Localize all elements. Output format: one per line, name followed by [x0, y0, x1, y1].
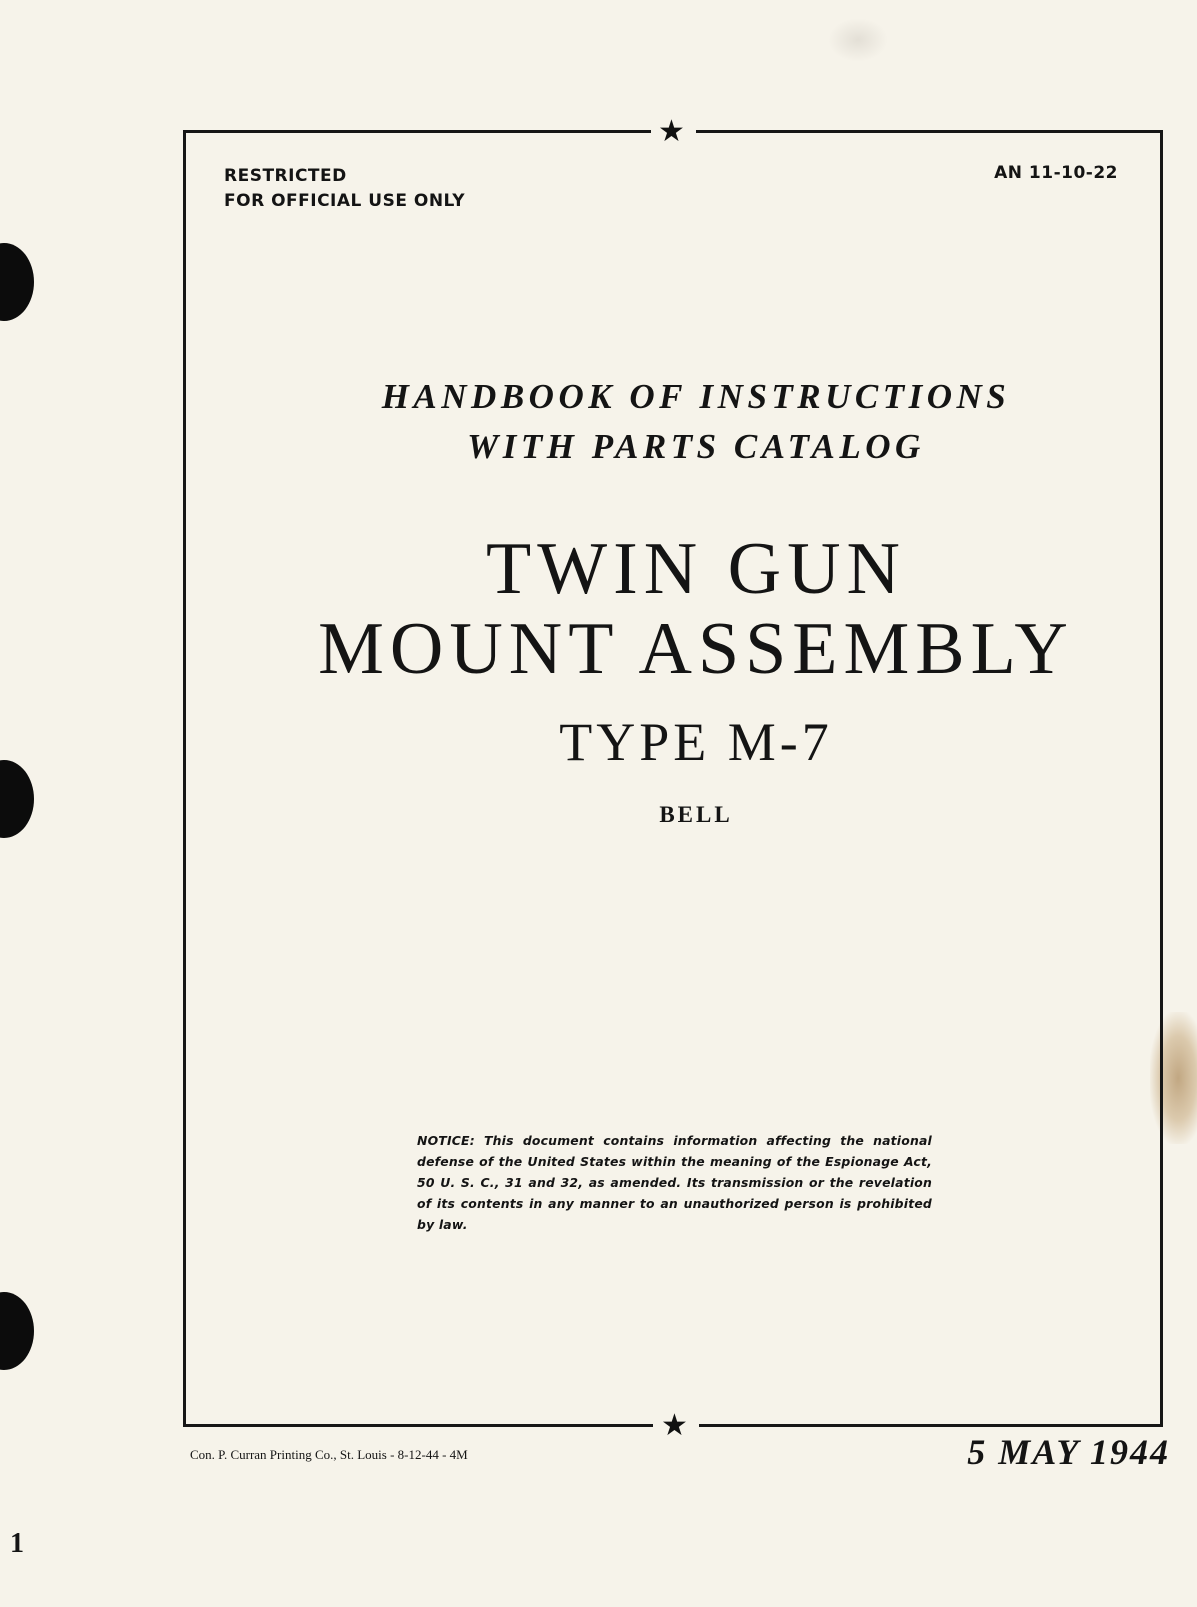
document-number: AN 11-10-22	[994, 163, 1118, 183]
star-icon: ★	[658, 114, 685, 149]
border-bottom-left	[183, 1424, 653, 1427]
type-designation: TYPE M-7	[559, 712, 833, 772]
espionage-notice: NOTICE: This document contains information affecting the national defense of the United States within the meaning of the Espionage Act, 50 U. S. C., 31 and 32, as amended. Its transmission or the revelation of its contents in any manner to an unauthorized person is prohibited by law.	[417, 1133, 932, 1232]
binder-hole-middle	[0, 760, 34, 838]
border-left	[183, 130, 186, 1427]
border-bottom-right	[699, 1424, 1163, 1427]
star-icon: ★	[661, 1408, 688, 1443]
binder-hole-top	[0, 243, 34, 321]
border-right	[1160, 130, 1163, 1427]
page-mark: 1	[10, 1528, 24, 1559]
binder-hole-bottom	[0, 1292, 34, 1370]
border-top-left	[183, 130, 651, 133]
printer-imprint: Con. P. Curran Printing Co., St. Louis - 8-12-44 - 4M	[190, 1447, 468, 1462]
main-title-line-1: TWIN GUN	[486, 528, 906, 610]
rust-stain	[1150, 1012, 1197, 1144]
classification-line-1: RESTRICTED	[224, 166, 347, 186]
classification-line-2: FOR OFFICIAL USE ONLY	[224, 191, 466, 211]
manufacturer: BELL	[659, 802, 733, 827]
smudge	[828, 18, 888, 62]
handbook-title-line-2: WITH PARTS CATALOG	[467, 427, 925, 466]
handbook-title-line-1: HANDBOOK OF INSTRUCTIONS	[381, 377, 1011, 416]
publication-date: 5 MAY 1944	[967, 1432, 1170, 1472]
border-top-right	[696, 130, 1163, 133]
main-title-line-2: MOUNT ASSEMBLY	[318, 608, 1074, 690]
